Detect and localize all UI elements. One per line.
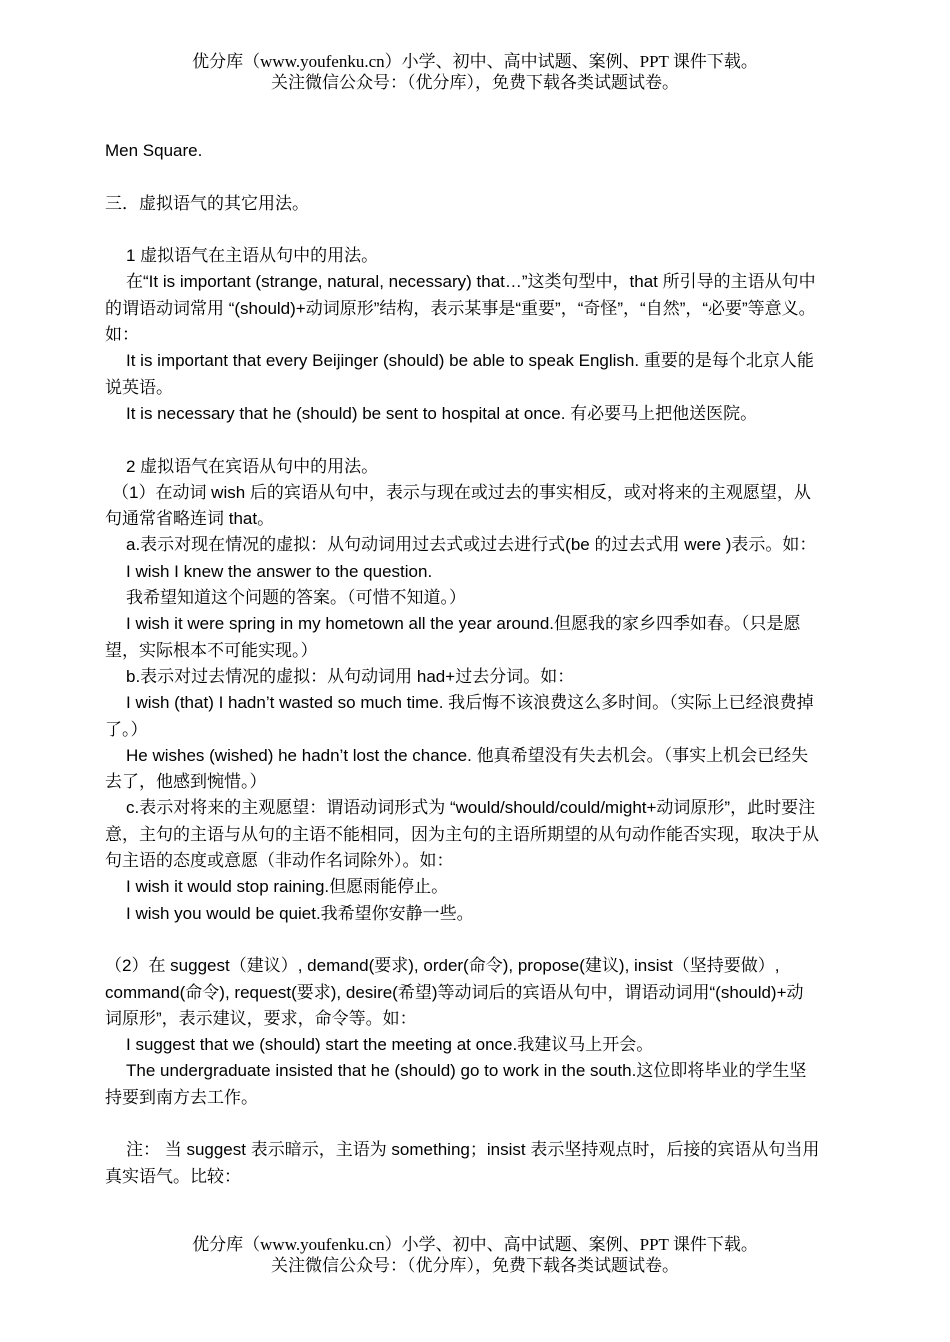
- example-sentence: I wish I knew the answer to the question.: [126, 561, 433, 581]
- example-sentence: It is important that every Beijinger (should) be able to speak English. 重要的是每个北京人能说英语。: [105, 351, 814, 397]
- header-line-1: 优分库（www.youfenku.cn）小学、初中、高中试题、案例、PPT 课件下载。: [192, 52, 758, 71]
- paragraph-continuation: Men Square.: [105, 141, 203, 160]
- example-sentence: I wish (that) I hadn’t wasted so much time. 我后悔不该浪费这么多时间。（实际上已经浪费掉了。）: [105, 693, 814, 739]
- page-header: [0, 51, 950, 93]
- example-sentence: It is necessary that he (should) be sent to hospital at once. 有必要马上把他送医院。: [126, 403, 758, 423]
- example-sentence: I wish you would be quiet.我希望你安静一些。: [126, 903, 474, 923]
- spacer: [105, 1111, 820, 1137]
- example-sentence: I wish it were spring in my hometown all the year around.但愿我的家乡四季如春。（只是愿望，实际根本不可能实现。）: [105, 614, 801, 660]
- paragraph: c.表示对将来的主观愿望：谓语动词形式为 “would/should/could/might+动词原形”，此时要注意，主句的主语与从句的主语不能相同，因为主句的主语所期望的从句动作能否实现，取决于从句主语的态度或意愿（非动作名词除外）。如：: [105, 798, 819, 871]
- subsection-heading-2: 2 虚拟语气在宾语从句中的用法。: [126, 456, 379, 476]
- footer-line-2: 关注微信公众号：（优分库），免费下载各类试题试卷。: [271, 1256, 679, 1275]
- paragraph: 在“It is important (strange, natural, necessary) that…”这类句型中，that 所引导的主语从句中的谓语动词常用 “(should)+动词原形”结构，表示某事是“重要”，“奇怪”，“自然”，“必要”等意义。如：: [105, 272, 816, 345]
- section-heading: 三．虚拟语气的其它用法。: [105, 193, 309, 213]
- header-line-2: 关注微信公众号：（优分库），免费下载各类试题试卷。: [271, 73, 679, 92]
- example-translation: 我希望知道这个问题的答案。（可惜不知道。）: [126, 588, 466, 608]
- example-sentence: He wishes (wished) he hadn’t lost the chance. 他真希望没有失去机会。（事实上机会已经失去了，他感到惋惜。）: [105, 745, 809, 792]
- example-sentence: I wish it would stop raining.但愿雨能停止。: [126, 877, 449, 897]
- document-body: [105, 138, 820, 1190]
- spacer: [105, 927, 820, 953]
- spacer: [105, 427, 820, 453]
- paragraph: （1）在动词 wish 后的宾语从句中，表示与现在或过去的事实相反，或对将来的主观愿望，从句通常省略连词 that。: [105, 482, 811, 529]
- spacer: [105, 164, 820, 190]
- example-sentence: The undergraduate insisted that he (should) go to work in the south.这位即将毕业的学生坚持要到南方去工作。: [105, 1061, 807, 1107]
- paragraph: （2）在 suggest（建议）, demand(要求), order(命令), propose(建议), insist（坚持要做）, command(命令), request(要求), desire(希望)等动词后的宾语从句中，谓语动词用“(should)+动词原形”，表示建议，要求，命令等。如：: [105, 956, 804, 1028]
- spacer: [105, 217, 820, 243]
- page-footer: [0, 1234, 950, 1276]
- paragraph: a.表示对现在情况的虚拟：从句动词用过去式或过去进行式(be 的过去式用 were )表示。如：: [126, 535, 817, 555]
- subsection-heading-1: 1 虚拟语气在主语从句中的用法。: [126, 246, 379, 266]
- footer-line-1: 优分库（www.youfenku.cn）小学、初中、高中试题、案例、PPT 课件下载。: [192, 1235, 758, 1254]
- note-paragraph: 注： 当 suggest 表示暗示，主语为 something；insist 表示坚持观点时，后接的宾语从句当用真实语气。比较：: [105, 1140, 820, 1186]
- example-sentence: I suggest that we (should) start the meeting at once.我建议马上开会。: [126, 1035, 654, 1055]
- paragraph: b.表示对过去情况的虚拟：从句动词用 had+过去分词。如：: [126, 666, 575, 686]
